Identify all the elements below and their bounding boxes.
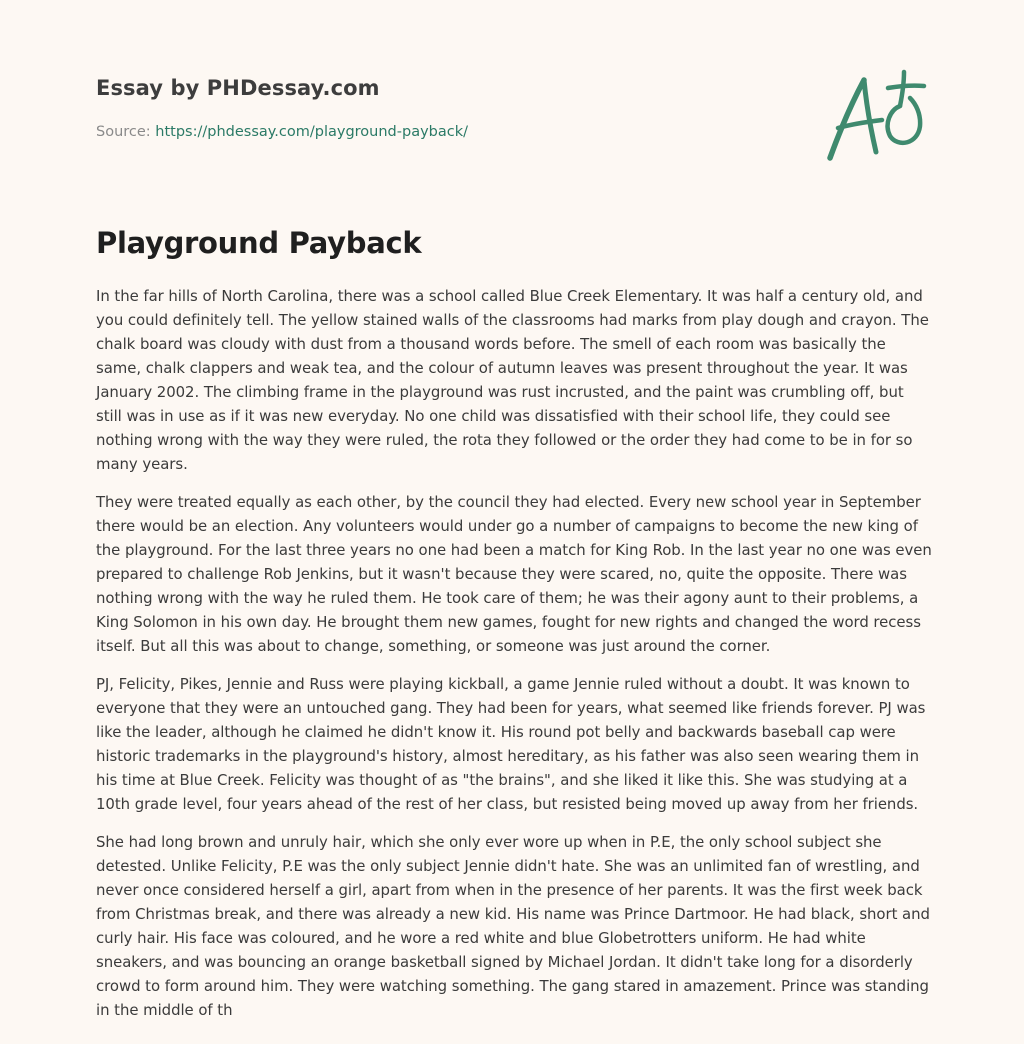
essay-title: Playground Payback <box>96 226 422 260</box>
source-line <box>96 124 468 140</box>
essay-body <box>96 284 932 1036</box>
essay-paragraph: PJ, Felicity, Pikes, Jennie and Russ were playing kickball, a game Jennie ruled without a doubt. It was known to everyone that they were an untouched gang. They had been for years, what seemed like friends forever. PJ was like the leader, although he claimed he didn't know it. His round pot belly and backwards baseball cap were historic trademarks in the playground's history, almost hereditary, as his father was also seen wearing them in his time at Blue Creek. Felicity was thought of as "the brains", and she liked it like this. She was studying at a 10th grade level, four years ahead of the rest of her class, but resisted being moved up away from her friends. <box>96 675 926 813</box>
source-label: Source: <box>96 124 156 140</box>
essay-paragraph: She had long brown and unruly hair, which she only ever wore up when in P.E, the only school subject she detested. Unlike Felicity, P.E was the only subject Jennie didn't hate. She was an unlimited fan of wrestling, and never once considered herself a girl, apart from when in the presence of her parents. It was the first week back from Christmas break, and there was already a new kid. His name was Prince Dartmoor. He had black, short and curly hair. His face was coloured, and he wore a red white and blue Globetrotters uniform. He had white sneakers, and was bouncing an orange basketball signed by Michael Jordan. It didn't take long for a disorderly crowd to form around him. They were watching something. The gang stared in amazement. Prince was standing in the middle of th <box>96 833 930 1019</box>
essay-paragraph: They were treated equally as each other, by the council they had elected. Every new school year in September there would be an election. Any volunteers would under go a number of campaigns to become the new king of the playground. For the last three years no one had been a match for King Rob. In the last year no one was even prepared to challenge Rob Jenkins, but it wasn't because they were scared, no, quite the opposite. There was nothing wrong with the way he ruled them. He took care of them; he was their agony aunt to their problems, a King Solomon in his own day. He brought them new games, fought for new rights and changed the word recess itself. But all this was about to change, something, or someone was just around the corner. <box>96 493 932 655</box>
source-link[interactable]: https://phdessay.com/playground-payback/ <box>155 124 469 140</box>
a-plus-logo-icon <box>820 66 930 166</box>
essay-paragraph: In the far hills of North Carolina, there was a school called Blue Creek Elementary. It was half a century old, and you could definitely tell. The yellow stained walls of the classrooms had marks from play dough and crayon. The chalk board was cloudy with dust from a thousand words before. The smell of each room was basically the same, chalk clappers and weak tea, and the colour of autumn leaves was present throughout the year. It was January 2002. The climbing frame in the playground was rust incrusted, and the paint was crumbling off, but still was in use as if it was new everyday. No one child was dissatisfied with their school life, they could see nothing wrong with the way they were ruled, the rota they followed or the order they had come to be in for so many years. <box>96 287 929 473</box>
site-brand: Essay by PHDessay.com <box>96 76 380 100</box>
